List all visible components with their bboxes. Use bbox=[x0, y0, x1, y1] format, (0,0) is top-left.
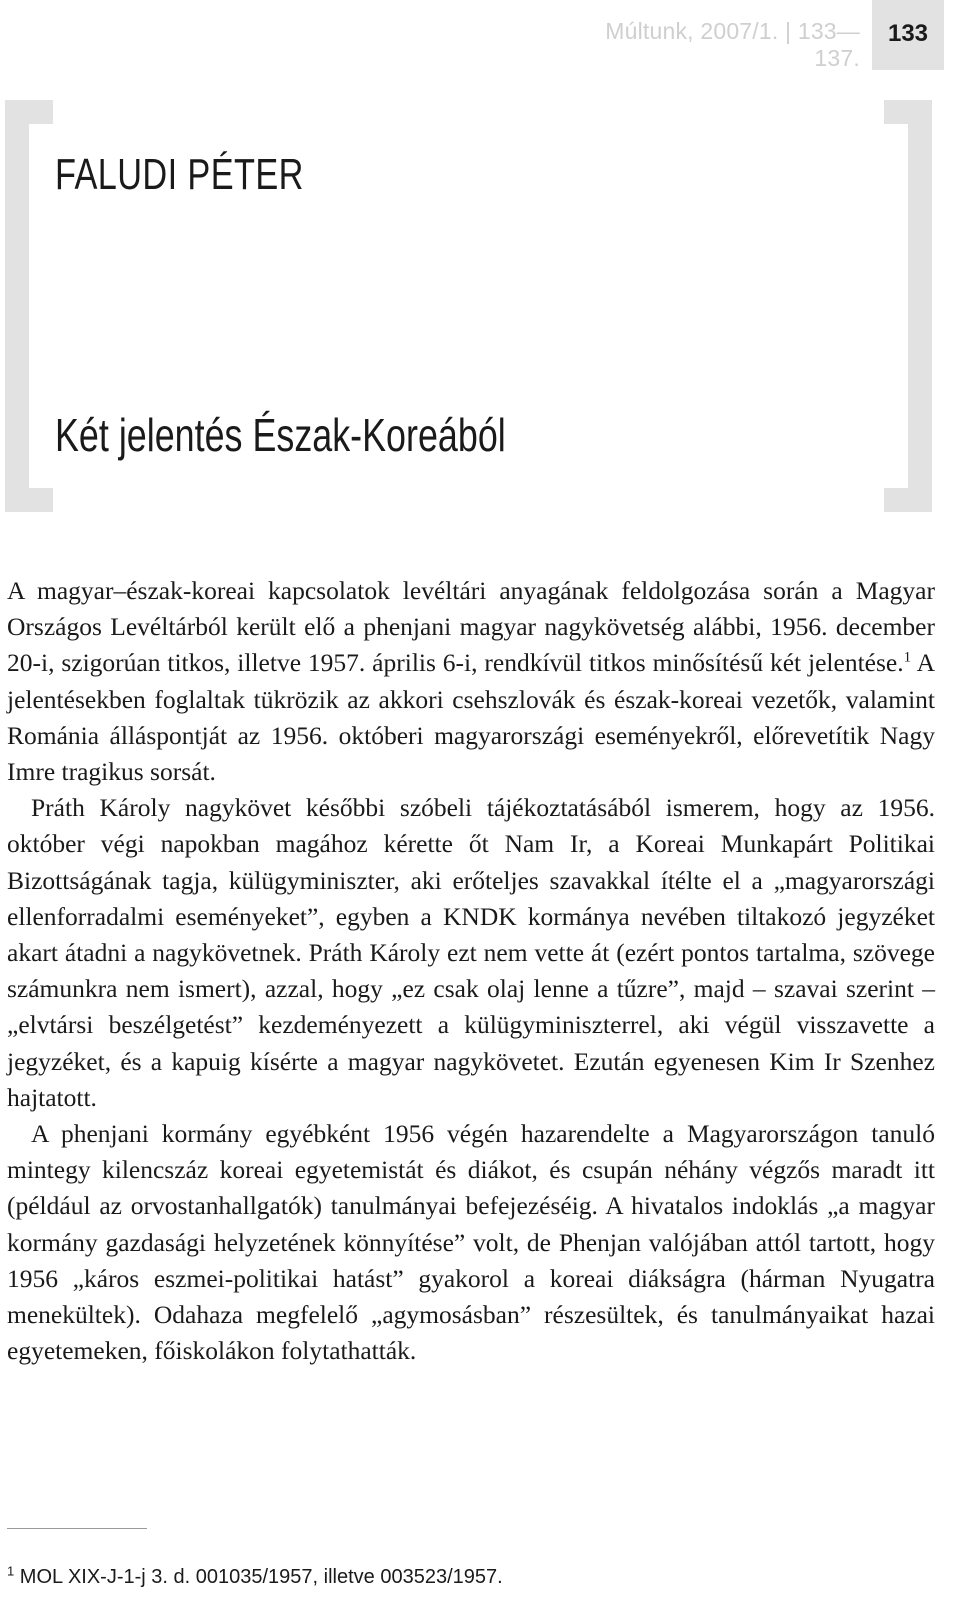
paragraph-intro-text: A magyar–észak-koreai kapcsolatok levéltári anyagának feldolgozása során a Magyar Országos Levéltárból került elő a phenjani magyar nagykövetség alábbi, 1956. december 20-i, szigorúan titkos, illetve 1957. április 6-i, rendkívül titkos minősítésű két jelentése. bbox=[7, 576, 935, 678]
footnote-divider bbox=[7, 1528, 147, 1529]
journal-reference: Múltunk, 2007/1. | 133—137. bbox=[605, 18, 860, 71]
author-name: FALUDI PÉTER bbox=[55, 150, 304, 199]
paragraph-intro-continuation: A jelentésekben foglaltak tükrözik az akkori csehszlovák és észak-koreai vezetők, valamint Románia álláspontját az 1956. októberi magyarországi eseményekről, előrevetítik Nagy Imre tragikus sorsát. bbox=[7, 648, 935, 787]
footnote-reference[interactable]: 1 bbox=[903, 649, 912, 666]
right-bracket-top bbox=[884, 100, 932, 124]
page-number: 133 bbox=[887, 20, 929, 47]
paragraph: A phenjani kormány egyébként 1956 végén hazarendelte a Magyarországon tanuló mintegy kilencszáz koreai egyetemistát és diákot, és csupán néhány végzős maradt itt (például az orvostanhallgatók) tanulmányai befejezéséig. A hivatalos indoklás „a magyar kormány gazdasági helyzetének könnyítése” volt, de Phenjan valójában attól tartott, hogy 1956 „káros eszmei-politikai hatást” gyakorol a koreai diákságra (hárman Nyugatra menekültek). Odahaza megfelelő „agymosásban” részesültek, és tanulmányaikat hazai egyetemeken, főiskolákon folytathatták. bbox=[7, 1119, 935, 1366]
paragraph: Práth Károly nagykövet későbbi szóbeli tájékoztatásából ismerem, hogy az 1956. október végi napokban magához kérette őt Nam Ir, a Koreai Munkapárt Politikai Bizottságának tagja, külügyminiszter, aki erőteljes szavakkal ítélte el a „magyarországi ellenforradalmi eseményeket”, egyben a KNDK kormánya nevében tiltakozó jegyzéket akart átadni a nagykövetnek. Práth Károly ezt nem vette át (ezért pontos tartalma, szövege számunkra nem ismert), azzal, hogy „ez csak olaj lenne a tűzre”, majd – szavai szerint – „elvtársi beszélgetést” kezdeményezett a külügyminiszterrel, aki végül visszavette a jegyzéket, és a kapuig kísérte a magyar nagykövetet. Ezután egyenesen Kim Ir Szenhez hajtatott. bbox=[7, 793, 935, 1112]
article-title: Két jelentés Észak-Koreából bbox=[55, 409, 506, 461]
left-bracket bbox=[5, 100, 29, 512]
right-bracket bbox=[908, 100, 932, 512]
footnote-number: 1 bbox=[7, 1563, 15, 1579]
article-body bbox=[7, 573, 935, 1369]
left-bracket-bottom bbox=[5, 488, 53, 512]
page-number-box bbox=[872, 0, 944, 70]
footnote bbox=[7, 1563, 927, 1589]
right-bracket-bottom bbox=[884, 488, 932, 512]
footnote-text: MOL XIX-J-1-j 3. d. 001035/1957, illetve 003523/1957. bbox=[14, 1566, 503, 1588]
left-bracket-top bbox=[5, 100, 53, 124]
paragraph-intro bbox=[7, 573, 935, 790]
